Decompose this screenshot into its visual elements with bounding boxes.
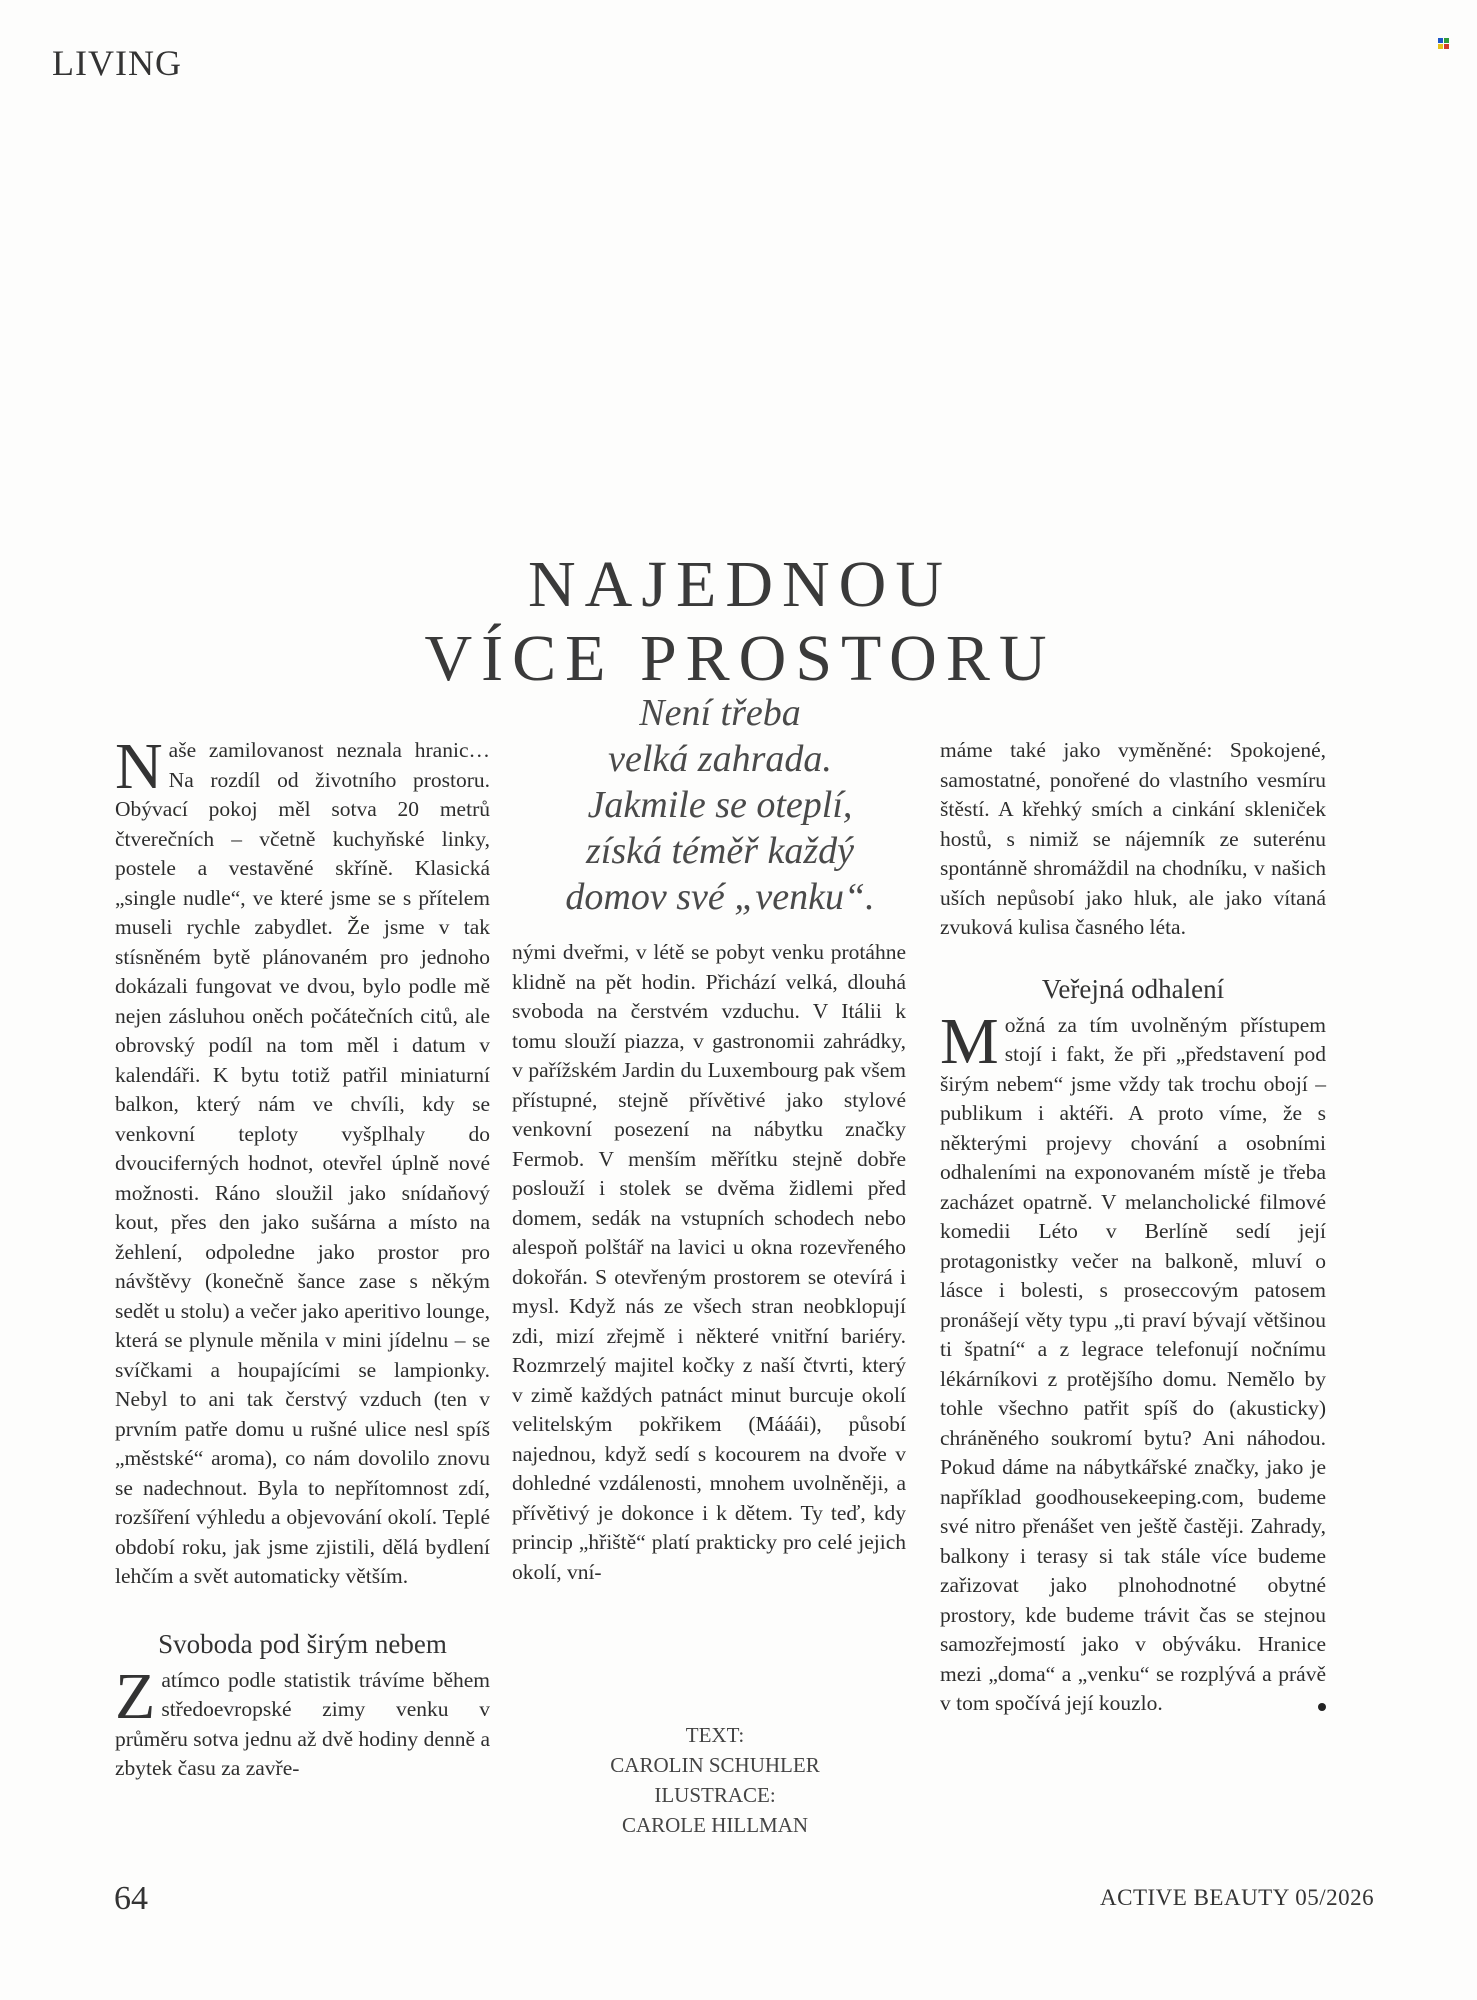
dropcap: Z: [115, 1659, 156, 1733]
pull-quote-line: získá téměř každý: [585, 830, 855, 872]
article-column-2: [512, 938, 906, 1587]
article-column-1: [115, 730, 490, 1784]
section-paragraph: [115, 1659, 490, 1784]
headline-line-1: NAJEDNOU: [528, 548, 952, 621]
text-credit-author: CAROLIN SCHUHLER: [610, 1753, 820, 1777]
paragraph-text: ožná za tím uvolněným přístupem stojí i fakt, že při „představení pod širým nebem“ jsme vždy tak trochu obojí – publikum i aktéři. A proto víme, že s některými projevy chování a osobními odhaleními na exponovaném místě je třeba zacházet opatrně. V melancholické filmové komedii Léto v Berlíně sedí její protagonistky večer na balkoně, mluví o lásce i bolesti, s proseccovým patosem pronášejí věty typu „ti praví bývají většinou ti špatní“ a z legrace telefonují nočnímu lékárníkovi z protějšího domu. Nemělo by tohle všechno patřit spíš do (akusticky) chráněného soukromí bytu? Ani náhodou. Pokud dáme na nábytkářské značky, jako je například goodhousekeeping.com, budeme své nitro přenášet ven ještě častěji. Zahrady, balkony i terasy si tak stále více budeme zařizovat jako plnohodnotné obytné prostory, kde budeme trávit čas se stejnou samozřejmostí jako v obýváku. Hranice mezi „doma“ a „venku“ se rozplývá a právě v tom spočívá její kouzlo.: [940, 1012, 1326, 1715]
intro-paragraph: [115, 730, 490, 1592]
mark-red: [1444, 44, 1449, 49]
paragraph-text: nými dveřmi, v létě se pobyt venku protáhne klidně na pět hodin. Přichází velká, dlouhá svoboda na čerstvém vzduchu. V Itálii k tomu slouží piazza, v gastronomii zahrádky, v pařížském Jardin du Luxembourg pak všem přístupné, stejně přívětivé jako stylové venkovní posezení na nábytku značky Fermob. V menším měřítku stejně dobře poslouží i stolek se dvěma židlemi před domem, sedák na vstupních schodech nebo alespoň polštář na lavici u okna rozevřeného dokořán. S otevřeným prostorem se otevírá i mysl. Když nás ze všech stran neobklopují zdi, mizí zřejmě i některé vnitřní bariéry. Rozmrzelý majitel kočky z naší čtvrti, který v zimě každých patnáct minut burcuje okolí velitelským pokřikem (Mááái), působí najednou, když sedí s kocourem na dvoře v dohledné vzdálenosti, mnohem uvolněněji, a přívětivý je dokonce i k dětem. Ty teď, kdy princip „hřiště“ platí prakticky pro celé jejich okolí, vní-: [512, 940, 906, 1584]
pull-quote-line: Není třeba: [639, 692, 801, 734]
subheading: Veřejná odhalení: [1041, 973, 1225, 1004]
dropcap: N: [115, 730, 163, 803]
text-credit-label: TEXT:: [685, 1723, 745, 1747]
subheading: Svoboda pod širým nebem: [158, 1628, 447, 1659]
end-mark-icon: [1318, 1703, 1326, 1711]
article-credits: [520, 1720, 910, 1840]
pull-quote-line: Jakmile se oteplí,: [587, 784, 853, 826]
pull-quote-line: velká zahrada.: [608, 738, 832, 780]
pull-quote-line: domov své „venku“.: [565, 876, 875, 918]
magazine-footer: ACTIVE BEAUTY 05/2026: [1100, 1885, 1375, 1910]
illustration-credit-label: ILUSTRACE:: [654, 1783, 776, 1807]
illustration-credit-author: CAROLE HILLMAN: [621, 1813, 809, 1837]
paragraph-text: máme také jako vyměněné: Spokojené, samostatné, ponořené do vlastního vesmíru štěstí. A křehký smích a cinkání skleniček hostů, s nimiž se nájemník ze suterénu spontánně shromáždil na chodníku, v našich uších nepůsobí jako hluk, ale jako vítaná zvuková kulisa časného léta.: [940, 738, 1326, 939]
corner-color-mark-icon: [1438, 38, 1450, 50]
article-column-3: [940, 736, 1326, 1719]
pull-quote: [520, 690, 920, 920]
page-number: 64: [114, 1880, 148, 1917]
headline-line-2: VÍCE PROSTORU: [424, 622, 1056, 695]
mark-green: [1444, 38, 1449, 43]
paragraph-text: aše zamilovanost neznala hranic… Na rozdíl od životního prostoru. Obývací pokoj měl sotva 20 metrů čtverečních – včetně kuchyňské linky, postele a vestavěné skříně. Klasická „single nudle“, ve které jsme se s přítelem museli rychle zabydlet. Že jsme v tak stísněném bytě plánovaném pro jednoho dokázali fungovat ve dvou, bylo podle mě nejen zásluhou oněch počátečních citů, ale obrovský podíl na tom měl i datum v kalendáři. K bytu totiž patřil miniaturní balkon, který nám ve chvíli, kdy se venkovní teploty vyšplhaly do dvouciferných hodnot, otevřel úplně nové možnosti. Ráno sloužil jako snídaňový kout, přes den jako sušárna a místo na žehlení, odpoledne jako prostor pro návštěvy (konečně šance zase s někým sedět u stolu) a večer jako aperitivo lounge, která se plynule měnila v mini jídelnu – se svíčkami a houpajícími se lampionky. Nebyl to ani tak čerstvý vzduch (ten v prvním patře domu u rušné ulice nesl spíš „městské“ aroma), co nám dovolilo znovu se nadechnout. Byla to nepřítomnost zdí, rozšíření výhledu a objevování okolí. Teplé období roku, jak jsme zjistili, dělá bydlení lehčím a svět automaticky větším.: [115, 738, 490, 1588]
article-headline: [300, 548, 1180, 696]
section-paragraph: [940, 1004, 1326, 1719]
dropcap: M: [940, 1004, 999, 1078]
paragraph-text: atímco podle statistik trávíme během středoevropské zimy venku v průměru sotva jednu až dvě hodiny denně a zbytek času za zavře-: [115, 1667, 490, 1780]
mark-yellow: [1438, 44, 1443, 49]
section-label: LIVING: [52, 43, 182, 83]
mark-blue: [1438, 38, 1443, 43]
